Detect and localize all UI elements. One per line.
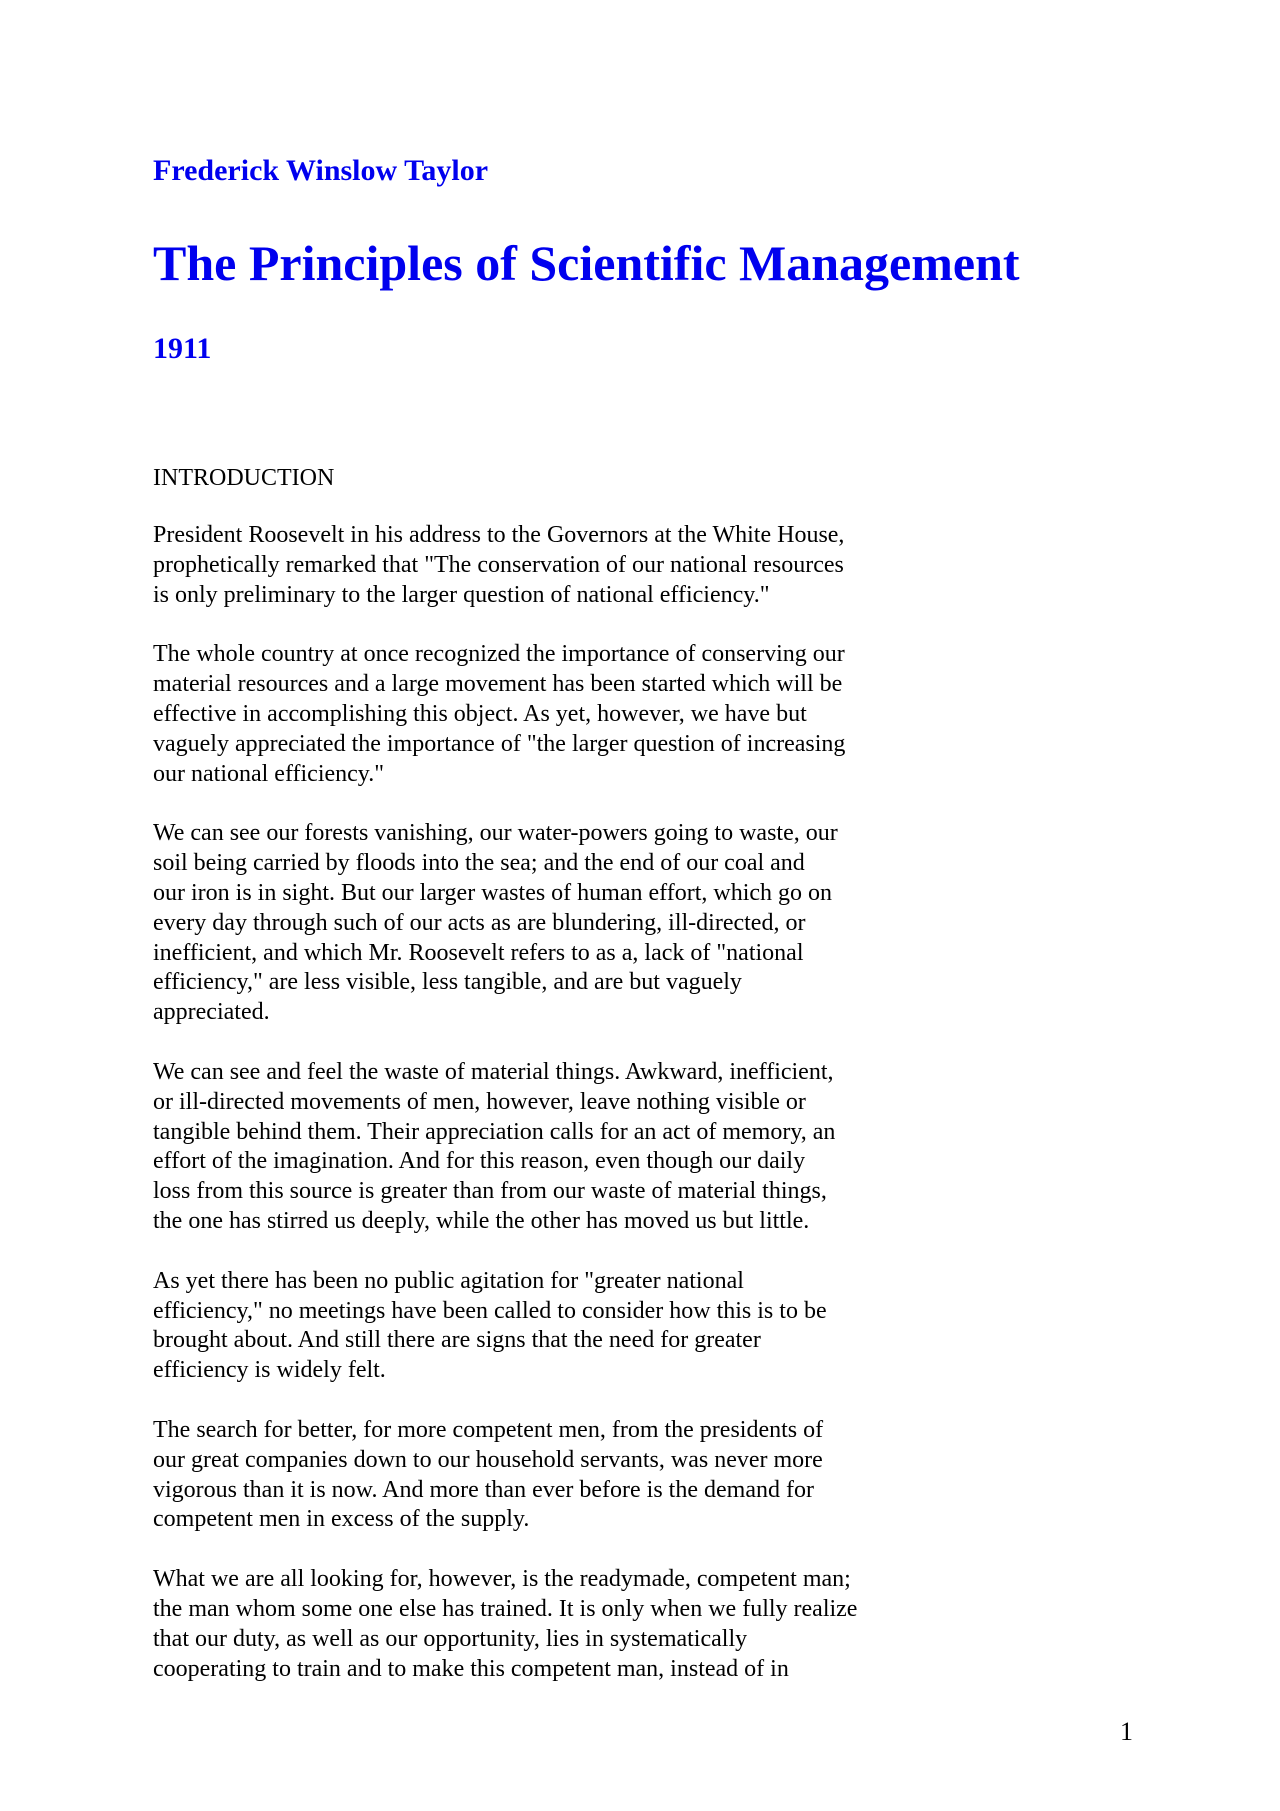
text-line: our great companies down to our household servants, was never more xyxy=(153,1446,823,1473)
text-line: the man whom some one else has trained. It is only when we fully realize xyxy=(153,1595,858,1622)
text-line: efficiency," are less visible, less tangible, and are but vaguely xyxy=(153,969,742,996)
text-line: effort of the imagination. And for this reason, even though our daily xyxy=(153,1148,806,1175)
text-line: efficiency is widely felt. xyxy=(153,1357,386,1384)
paragraph-2 xyxy=(153,640,933,789)
paragraph-4 xyxy=(153,1058,933,1237)
body-text xyxy=(153,521,933,1714)
text-line: vigorous than it is now. And more than ever before is the demand for xyxy=(153,1476,814,1503)
text-line: inefficient, and which Mr. Roosevelt refers to as a, lack of "national xyxy=(153,939,804,966)
text-line: every day through such of our acts as are blundering, ill-directed, or xyxy=(153,909,806,936)
section-heading: INTRODUCTION xyxy=(153,465,335,491)
text-line: appreciated. xyxy=(153,999,270,1026)
publication-year: 1911 xyxy=(153,332,212,365)
author-name: Frederick Winslow Taylor xyxy=(153,154,489,187)
text-line: efficiency," no meetings have been called to consider how this is to be xyxy=(153,1297,827,1324)
text-line: tangible behind them. Their appreciation calls for an act of memory, an xyxy=(153,1118,836,1145)
page-number: 1 xyxy=(1120,1717,1133,1746)
text-line: cooperating to train and to make this competent man, instead of in xyxy=(153,1655,789,1682)
text-line: We can see and feel the waste of material things. Awkward, inefficient, xyxy=(153,1058,834,1085)
text-line: is only preliminary to the larger question of national efficiency." xyxy=(153,581,770,608)
text-line: prophetically remarked that "The conservation of our national resources xyxy=(153,551,844,578)
text-line: The whole country at once recognized the importance of conserving our xyxy=(153,641,845,668)
text-line: our national efficiency." xyxy=(153,760,385,787)
text-line: the one has stirred us deeply, while the other has moved us but little. xyxy=(153,1207,810,1234)
text-line: material resources and a large movement has been started which will be xyxy=(153,671,843,698)
paragraph-1 xyxy=(153,521,933,610)
text-line: our iron is in sight. But our larger wastes of human effort, which go on xyxy=(153,879,833,906)
paragraph-3 xyxy=(153,819,933,1028)
text-line: vaguely appreciated the importance of "the larger question of increasing xyxy=(153,730,846,757)
text-line: competent men in excess of the supply. xyxy=(153,1506,530,1533)
text-line: President Roosevelt in his address to the Governors at the White House, xyxy=(153,522,845,548)
paragraph-6 xyxy=(153,1416,933,1535)
text-line: As yet there has been no public agitation for "greater national xyxy=(153,1267,744,1294)
text-line: soil being carried by floods into the sea; and the end of our coal and xyxy=(153,850,805,877)
text-line: effective in accomplishing this object. As yet, however, we have but xyxy=(153,700,807,727)
text-line: The search for better, for more competent men, from the presidents of xyxy=(153,1416,824,1443)
text-line: brought about. And still there are signs that the need for greater xyxy=(153,1327,761,1354)
text-line: loss from this source is greater than from our waste of material things, xyxy=(153,1178,827,1205)
document-title: The Principles of Scientific Management xyxy=(153,235,1020,291)
text-line: or ill-directed movements of men, however, leave nothing visible or xyxy=(153,1088,806,1115)
text-line: We can see our forests vanishing, our water-powers going to waste, our xyxy=(153,820,838,847)
text-line: What we are all looking for, however, is the readymade, competent man; xyxy=(153,1566,851,1593)
paragraph-5 xyxy=(153,1267,933,1386)
text-line: that our duty, as well as our opportunity, lies in systematically xyxy=(153,1625,748,1652)
paragraph-7 xyxy=(153,1565,933,1684)
